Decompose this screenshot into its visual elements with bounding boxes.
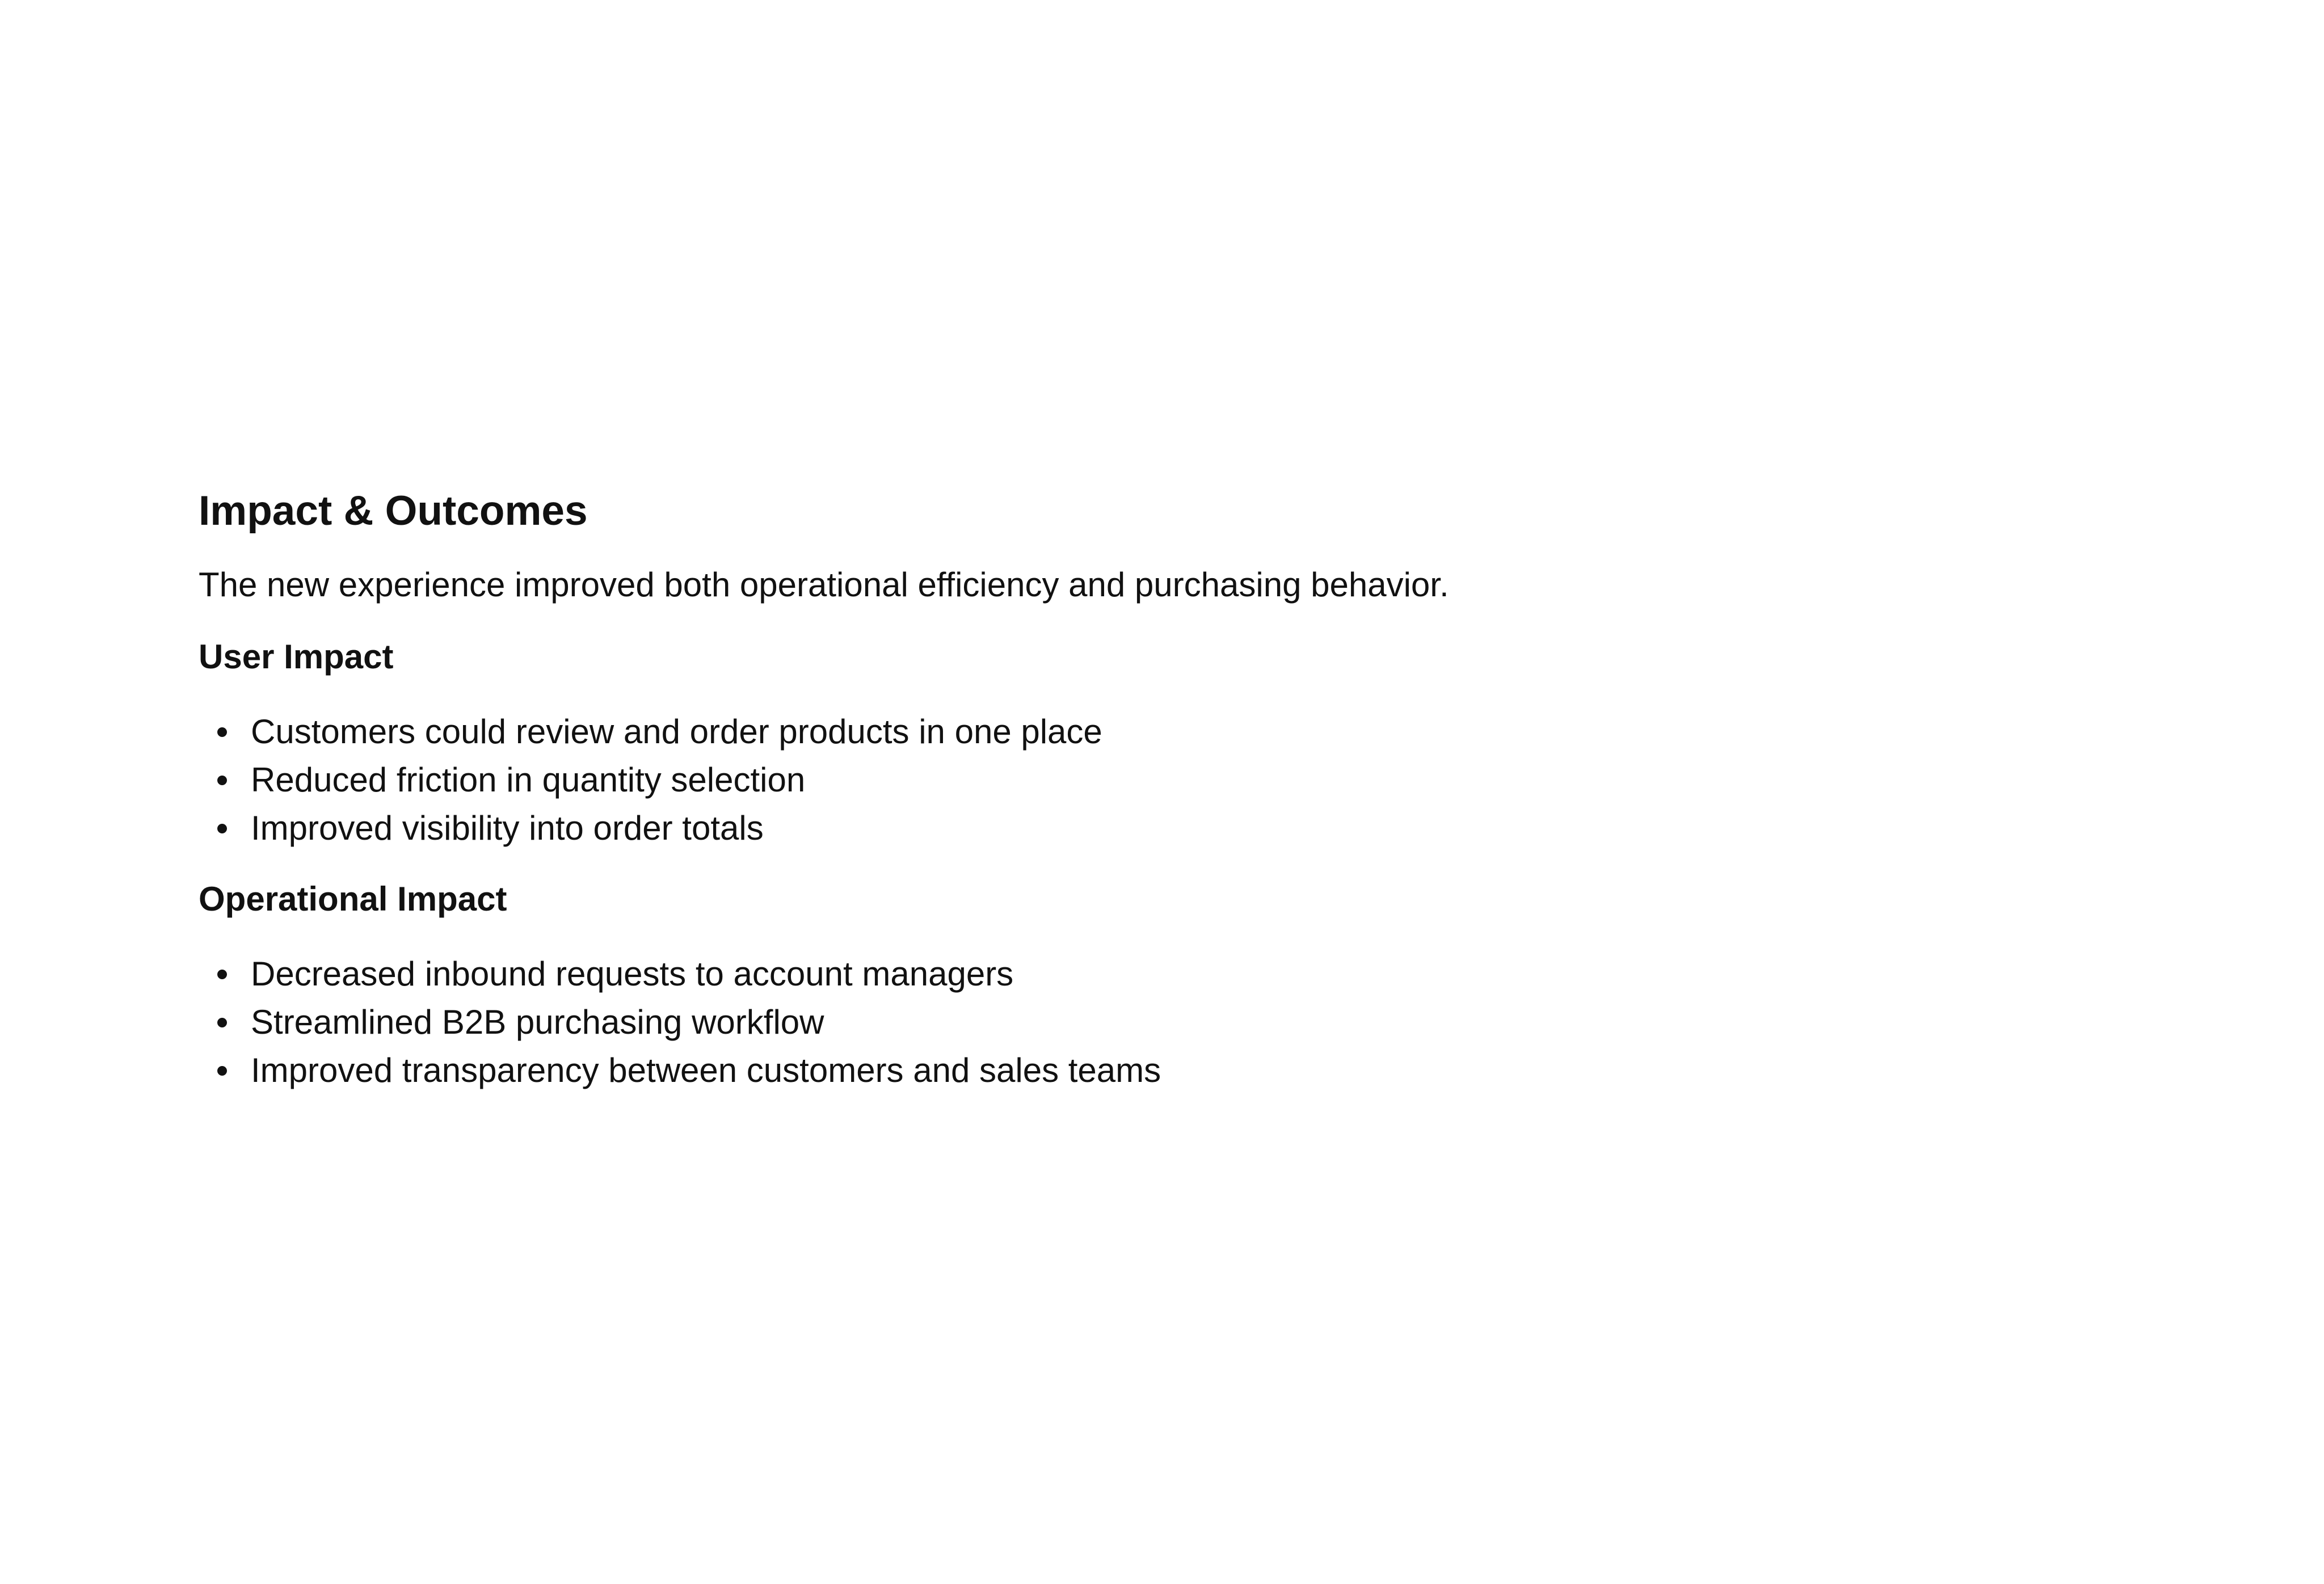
bullet-icon bbox=[217, 776, 227, 785]
user-impact-list bbox=[199, 707, 2128, 852]
bullet-icon bbox=[217, 1018, 227, 1027]
bullet-icon bbox=[217, 824, 227, 833]
list-item bbox=[199, 707, 2128, 756]
list-item bbox=[199, 756, 2128, 804]
bullet-icon bbox=[217, 1066, 227, 1076]
list-item-text: Customers could review and order products in one place bbox=[251, 713, 1102, 751]
impact-section bbox=[199, 483, 2128, 1094]
bullet-icon bbox=[217, 970, 227, 979]
user-impact-title: User Impact bbox=[199, 638, 394, 676]
list-item bbox=[199, 998, 2128, 1046]
list-item-text: Improved visibility into order totals bbox=[251, 809, 764, 847]
list-item-text: Reduced friction in quantity selection bbox=[251, 761, 806, 799]
operational-impact-title: Operational Impact bbox=[199, 880, 507, 918]
list-item bbox=[199, 950, 2128, 998]
list-item bbox=[199, 804, 2128, 852]
bullet-icon bbox=[217, 727, 227, 737]
section-intro: The new experience improved both operational efficiency and purchasing behavior. bbox=[199, 566, 1449, 604]
list-item-text: Decreased inbound requests to account managers bbox=[251, 955, 1014, 993]
operational-impact-list bbox=[199, 950, 2128, 1094]
list-item bbox=[199, 1046, 2128, 1094]
section-title: Impact & Outcomes bbox=[199, 488, 588, 534]
list-item-text: Streamlined B2B purchasing workflow bbox=[251, 1003, 824, 1041]
list-item-text: Improved transparency between customers and sales teams bbox=[251, 1051, 1161, 1089]
